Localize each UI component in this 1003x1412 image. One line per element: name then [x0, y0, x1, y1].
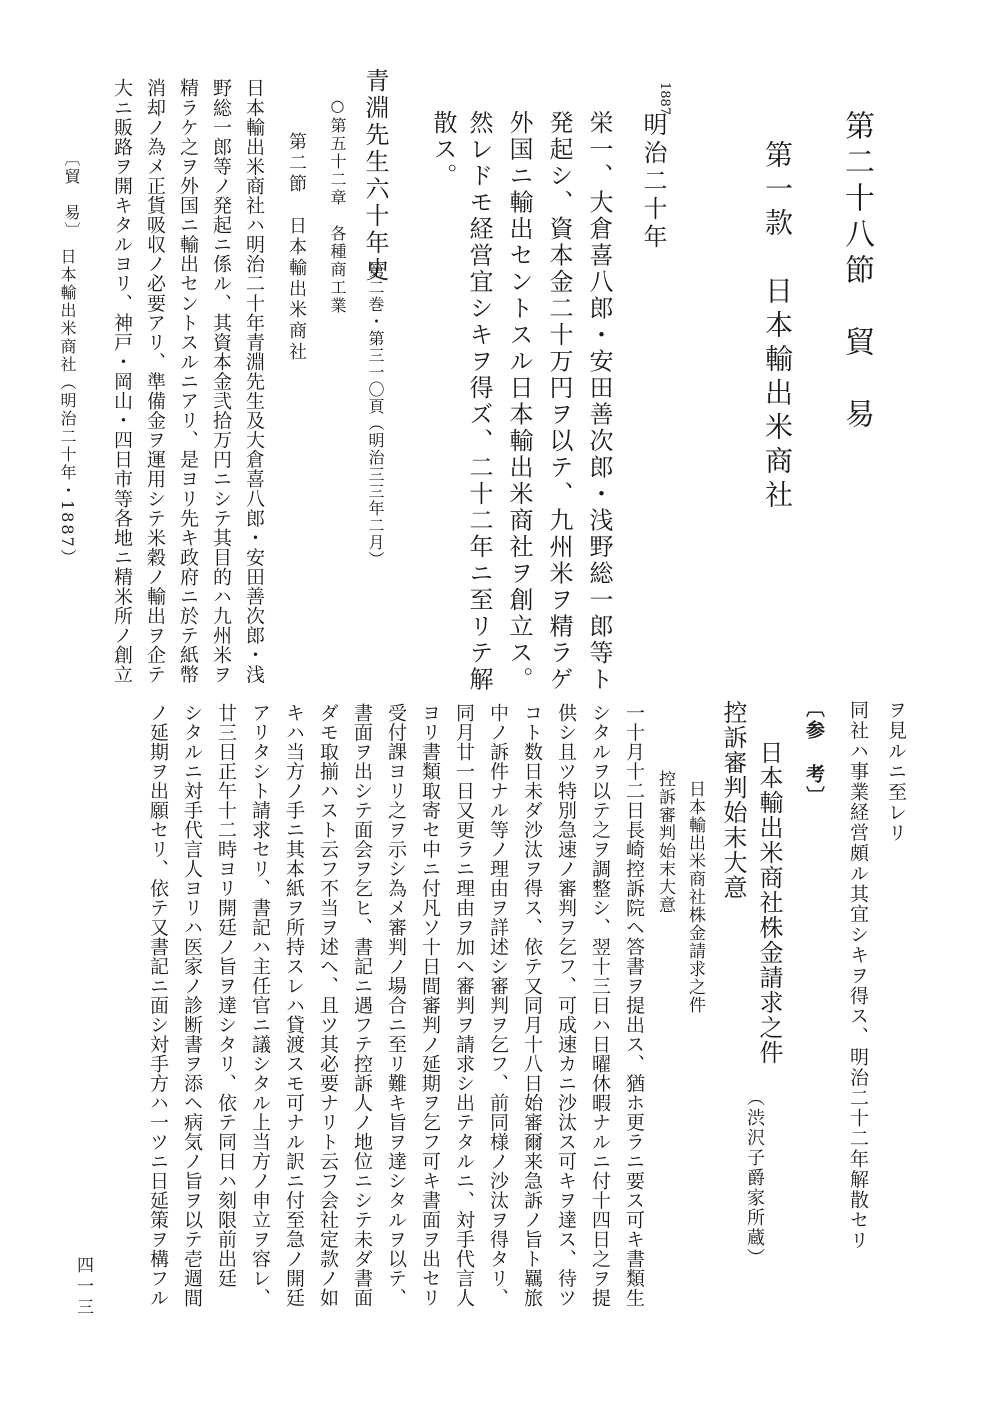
lower-body-line: キハ当方ノ手ニ其本紙ヲ所持スレハ貸渡スモ可ナル訳ニ付至急ノ開廷 — [283, 703, 305, 1308]
lower-body-line: 同月廿一日又更ラニ理由ヲ加ヘ審判ヲ請求シ出テタルニ、対手代言人 — [453, 703, 475, 1308]
lower-body-line: アリタシト請求セリ、書記ハ主任官ニ議シタル上当方ノ申立ヲ容レ、 — [249, 703, 271, 1308]
source-body-line: 大ニ販路ヲ開キタルヨリ、神戸・岡山・四日市等各地ニ精米所ノ創立 — [111, 78, 133, 685]
upper-body-line: 外国ニ輸出セントスル日本輸出米商社ヲ創立ス。 — [505, 110, 533, 693]
doc-title-2: 控訴審判始末大意 — [719, 700, 747, 900]
archive-note: （渋沢子爵家所蔵） — [744, 1088, 765, 1268]
source-body-line: 野総一郎等ノ発起ニ係ル、其資本金弐拾万円ニシテ其目的ハ九州米ヲ — [210, 78, 232, 685]
source-body-line: 消却ノ為メ正貨吸収ノ必要アリ、準備金ヲ運用シテ米穀ノ輸出ヲ企テ — [144, 78, 166, 685]
lower-body-line: 一十月十二日長崎控訴院ヘ答書ヲ提出ス、猶ホ更ラニ要ス可キ書類生 — [623, 703, 645, 1308]
year-kanji: 明治二十年 — [639, 112, 667, 252]
continuation-line: 同社ハ事業経営頗ル其宜シキヲ得ス、明治二十二年解散セリ — [847, 700, 869, 1251]
lower-body-line: 受付課ヨリ之ヲ示シ為メ審判ノ場合ニ至リ難キ旨ヲ達シタルヲ以テ、 — [385, 703, 407, 1308]
doc-title-1: 日本輸出米商社株金請求之件 — [755, 740, 783, 1065]
lower-body-line: ダモ取揃ハスト云フ不当ヲ述ヘ、且ツ其必要ナリト云フ会社定款ノ如 — [317, 703, 339, 1308]
lower-body-line: シタルニ対手代言人ヨリハ医家ノ診断書ヲ添ヘ病気ノ旨ヲ以テ壱週間 — [181, 703, 203, 1308]
footer-category: 〔貿 易〕 — [62, 150, 81, 240]
source-title: 青淵先生六十年史 — [361, 68, 389, 284]
year-latin-text: 1887 — [656, 81, 672, 116]
continuation-line: ヲ見ルニ至レリ — [885, 700, 907, 844]
lower-body-line: 中ノ訴件ナル等ノ理由ヲ詳述シ審判ヲ乞フ、前同様ノ沙汰ヲ得タリ、 — [487, 703, 509, 1308]
source-body-line: 精ラケ之ヲ外国ニ輸出セントスルニアリ、是ヨリ先キ政府ニ於テ紙幣 — [177, 78, 199, 685]
source-chapter: ○第五十二章 各種商工業 — [328, 96, 347, 315]
source-body-line: 日本輸出米商社ハ明治二十年青淵先生及大倉喜八郎・安田善次郎・浅 — [243, 78, 265, 685]
lower-body-line: コト数日未ダ沙汰ヲ得ス、依テ又同月十八日始審爾来急訴ノ旨ト羈旅 — [521, 703, 543, 1308]
lower-body-line: 書面ヲ出シテ面会ヲ乞ヒ、書記ニ遇フテ控訴人ノ地位ニシテ未ダ書面 — [351, 703, 373, 1308]
lower-body-line: シタルヲ以テ之ヲ調整シ、翌十三日ハ日曜休暇ナルニ付十四日之ヲ提 — [589, 703, 611, 1308]
page-number: 四一三 — [73, 1256, 93, 1319]
source-ref: 第二巻・第三一〇頁（明治三三年二月） — [366, 262, 385, 568]
upper-body-line: 発起シ、資本金二十万円ヲ以テ、九州米ヲ精ラゲ — [545, 110, 573, 693]
upper-body-line: 然レドモ経営宜シキヲ得ズ、二十二年ニ至リテ解 — [465, 110, 493, 693]
year-latin — [648, 81, 681, 116]
lower-body-line: ノ延期ヲ出願セリ、依テ又書記ニ面シ対手方ハ一ツニ日延策ヲ構フル — [147, 703, 169, 1308]
upper-body-line: 栄一、大倉喜八郎・安田善次郎・浅野総一郎等ト — [585, 110, 613, 693]
lower-body-line: ヨリ書類取寄セ中ニ付凡ソ十日間審判ノ延期ヲ乞フ可キ書面ヲ出セリ — [419, 703, 441, 1308]
lower-body-line: 供シ且ツ特別急速ノ審判ヲ乞フ、可成速カニ沙汰ス可キヲ達ス、待ツ — [555, 703, 577, 1308]
upper-body-line: 散ス。 — [429, 110, 457, 190]
reference-label: 〔参 考〕 — [803, 698, 825, 808]
lower-body-line: 廿三日正午十二時ヨリ開廷ノ旨ヲ達シタリ、依テ同日ハ刻限前出廷 — [215, 703, 237, 1288]
section-title: 第二十八節 貿 易 — [839, 110, 874, 434]
footer-running-title: 日本輸出米商社（明治二十年・1887） — [58, 248, 77, 567]
doc-subtitle-2: 控訴審判始末大意 — [655, 770, 675, 914]
article-title: 第一款 日本輸出米商社 — [761, 140, 794, 514]
doc-subtitle-1: 日本輸出米商社株金請求之件 — [685, 780, 705, 1014]
source-section: 第二節 日本輸出米商社 — [286, 132, 307, 363]
